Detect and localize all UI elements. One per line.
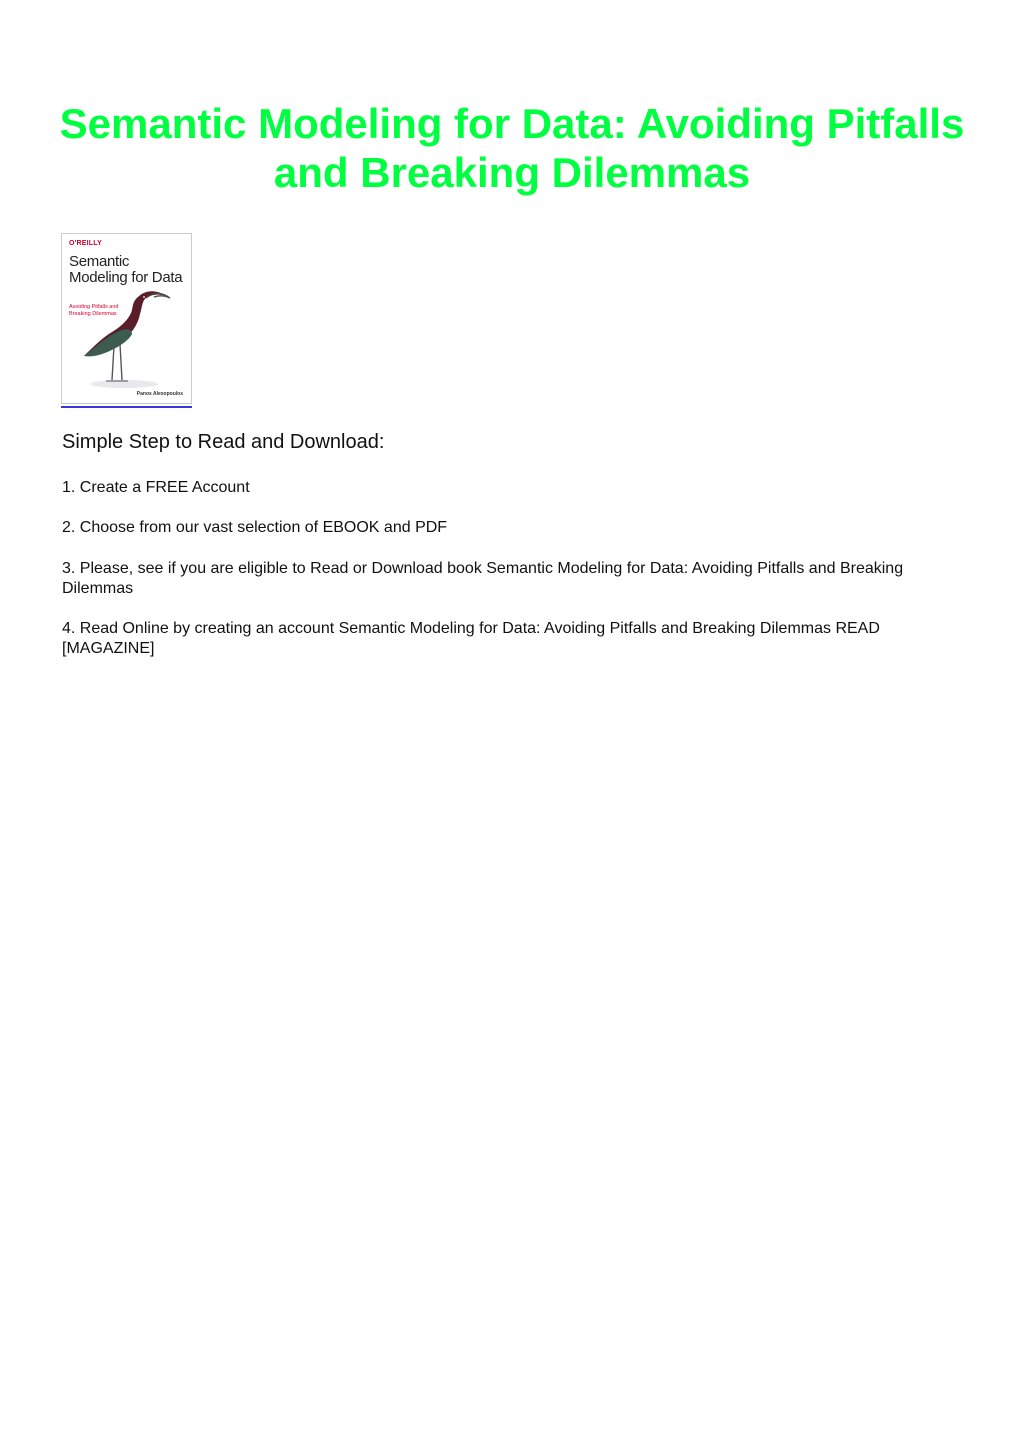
step-read-online: 4. Read Online by creating an account Semantic Modeling for Data: Avoiding Pitfalls and Breaking Dilemmas READ [MAGAZINE]	[62, 620, 880, 657]
book-cover	[61, 233, 192, 404]
cover-title: Semantic Modeling for Data	[69, 253, 183, 286]
cover-author: Panos Alexopoulos	[136, 391, 183, 397]
ibis-bird-illustration	[62, 234, 191, 403]
cover-publisher-logo: O'REILLY	[69, 240, 102, 247]
instructions-heading: Simple Step to Read and Download:	[62, 431, 385, 453]
step-check-eligibility: 3. Please, see if you are eligible to Read or Download book Semantic Modeling for Data: Avoiding Pitfalls and Breaking Dilemmas	[62, 560, 904, 597]
step-create-account: 1. Create a FREE Account	[62, 479, 250, 496]
book-cover-link[interactable]	[61, 233, 192, 408]
document-title: Semantic Modeling for Data: Avoiding Pitfalls and Breaking Dilemmas	[59, 100, 965, 196]
step-choose-selection: 2. Choose from our vast selection of EBOOK and PDF	[62, 519, 448, 536]
cover-subtitle: Avoiding Pitfalls and Breaking Dilemmas	[69, 304, 119, 317]
